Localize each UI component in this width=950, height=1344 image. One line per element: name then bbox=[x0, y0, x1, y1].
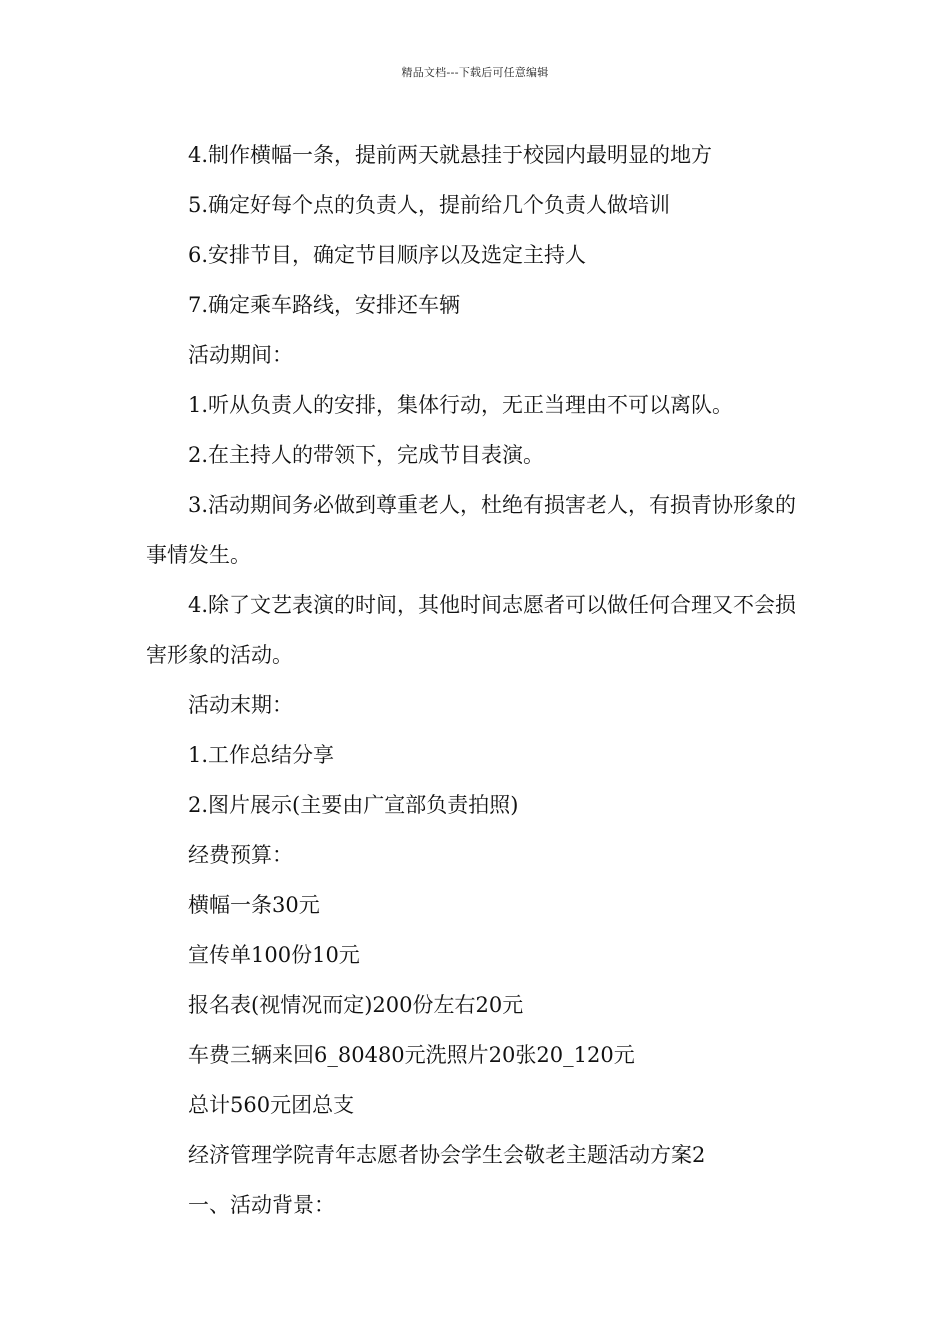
list-item: 1.工作总结分享 bbox=[188, 743, 335, 767]
section-heading: 活动期间： bbox=[188, 343, 293, 367]
document-title: 经济管理学院青年志愿者协会学生会敬老主题活动方案2 bbox=[188, 1143, 706, 1167]
section-heading: 活动末期： bbox=[188, 693, 293, 717]
budget-total: 总计560元团总支 bbox=[188, 1093, 355, 1117]
section-heading: 经费预算： bbox=[188, 843, 293, 867]
list-item: 3.活动期间务必做到尊重老人，杜绝有损害老人，有损青协形象的事情发生。 bbox=[146, 493, 797, 567]
budget-item: 报名表(视情况而定)200份左右20元 bbox=[188, 993, 524, 1017]
budget-item: 宣传单100份10元 bbox=[188, 943, 360, 967]
document-body bbox=[146, 130, 806, 1230]
list-item: 2.图片展示(主要由广宣部负责拍照) bbox=[188, 793, 519, 817]
section-heading: 一、活动背景： bbox=[188, 1193, 335, 1217]
list-item: 4.除了文艺表演的时间，其他时间志愿者可以做任何合理又不会损害形象的活动。 bbox=[146, 593, 797, 667]
list-item: 5.确定好每个点的负责人，提前给几个负责人做培训 bbox=[188, 193, 671, 217]
budget-item: 车费三辆来回6_80480元洗照片20张20_120元 bbox=[188, 1043, 635, 1067]
page-header: 精品文档---下载后可任意编辑 bbox=[401, 66, 549, 79]
list-item: 2.在主持人的带领下，完成节目表演。 bbox=[188, 443, 545, 467]
list-item: 4.制作横幅一条，提前两天就悬挂于校园内最明显的地方 bbox=[188, 143, 713, 167]
list-item: 7.确定乘车路线，安排还车辆 bbox=[188, 293, 461, 317]
list-item: 6.安排节目，确定节目顺序以及选定主持人 bbox=[188, 243, 587, 267]
list-item: 1.听从负责人的安排，集体行动，无正当理由不可以离队。 bbox=[188, 393, 734, 417]
budget-item: 横幅一条30元 bbox=[188, 893, 320, 917]
